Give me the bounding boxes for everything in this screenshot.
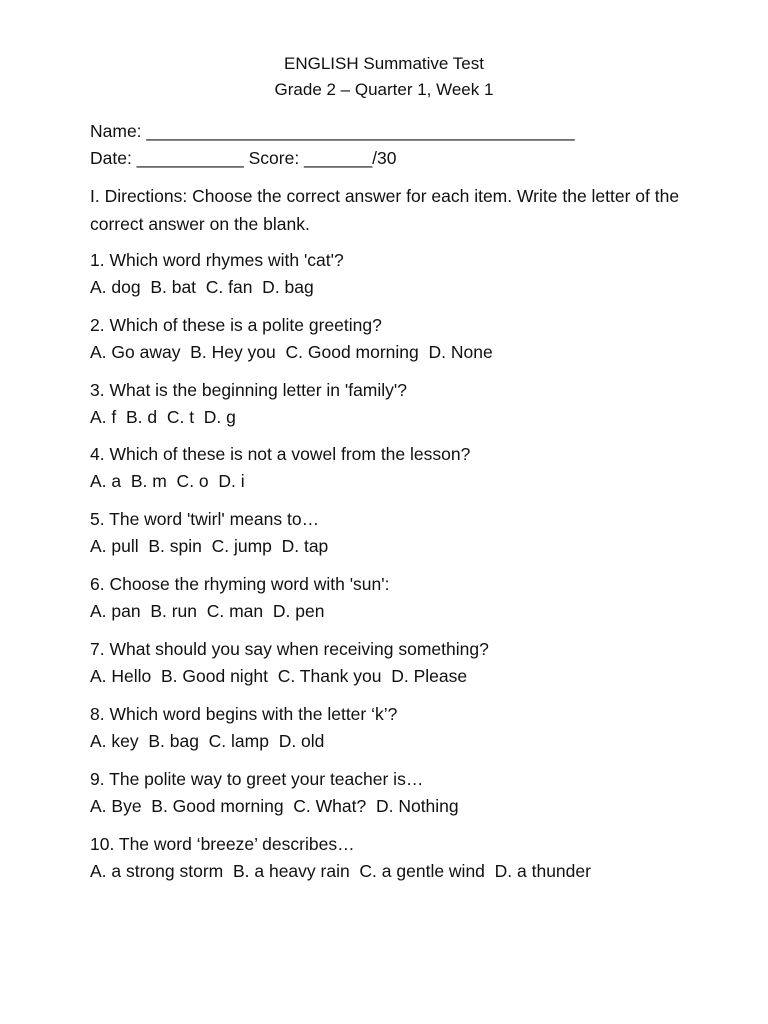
date-score-line: Date: ___________ Score: _______/30: [90, 148, 397, 168]
question-item: [90, 441, 750, 495]
question-text: 7. What should you say when receiving something?: [90, 639, 489, 659]
question-text: 10. The word ‘breeze’ describes…: [90, 834, 355, 854]
question-options: A. a B. m C. o D. i: [90, 471, 245, 491]
question-item: [90, 701, 750, 755]
question-options: A. pan B. run C. man D. pen: [90, 601, 325, 621]
question-options: A. Hello B. Good night C. Thank you D. Please: [90, 666, 468, 686]
question-options: A. f B. d C. t D. g: [90, 407, 236, 427]
page-subtitle: Grade 2 – Quarter 1, Week 1: [274, 80, 494, 99]
question-item: [90, 506, 750, 560]
question-item: [90, 377, 750, 431]
question-text: 4. Which of these is not a vowel from the lesson?: [90, 444, 471, 464]
question-item: [90, 247, 750, 301]
question-text: 1. Which word rhymes with 'cat'?: [90, 250, 344, 270]
question-options: A. Bye B. Good morning C. What? D. Nothing: [90, 796, 459, 816]
question-text: 9. The polite way to greet your teacher is…: [90, 769, 424, 789]
question-text: 6. Choose the rhyming word with 'sun':: [90, 574, 390, 594]
question-item: [90, 766, 750, 820]
question-text: 5. The word 'twirl' means to…: [90, 509, 320, 529]
question-text: 2. Which of these is a polite greeting?: [90, 315, 382, 335]
question-options: A. key B. bag C. lamp D. old: [90, 731, 325, 751]
question-options: A. Go away B. Hey you C. Good morning D. None: [90, 342, 493, 362]
page-title: ENGLISH Summative Test: [284, 54, 484, 73]
directions-text: I. Directions: Choose the correct answer for each item. Write the letter of the correct answer on the blank.: [90, 186, 680, 234]
question-text: 3. What is the beginning letter in 'family'?: [90, 380, 407, 400]
question-options: A. dog B. bat C. fan D. bag: [90, 277, 314, 297]
question-item: [90, 312, 750, 366]
question-item: [90, 571, 750, 625]
question-options: A. a strong storm B. a heavy rain C. a gentle wind D. a thunder: [90, 861, 591, 881]
question-item: [90, 831, 750, 885]
name-line: Name: ____________________________________________: [90, 121, 575, 141]
question-options: A. pull B. spin C. jump D. tap: [90, 536, 329, 556]
question-item: [90, 636, 750, 690]
question-text: 8. Which word begins with the letter ‘k’?: [90, 704, 398, 724]
